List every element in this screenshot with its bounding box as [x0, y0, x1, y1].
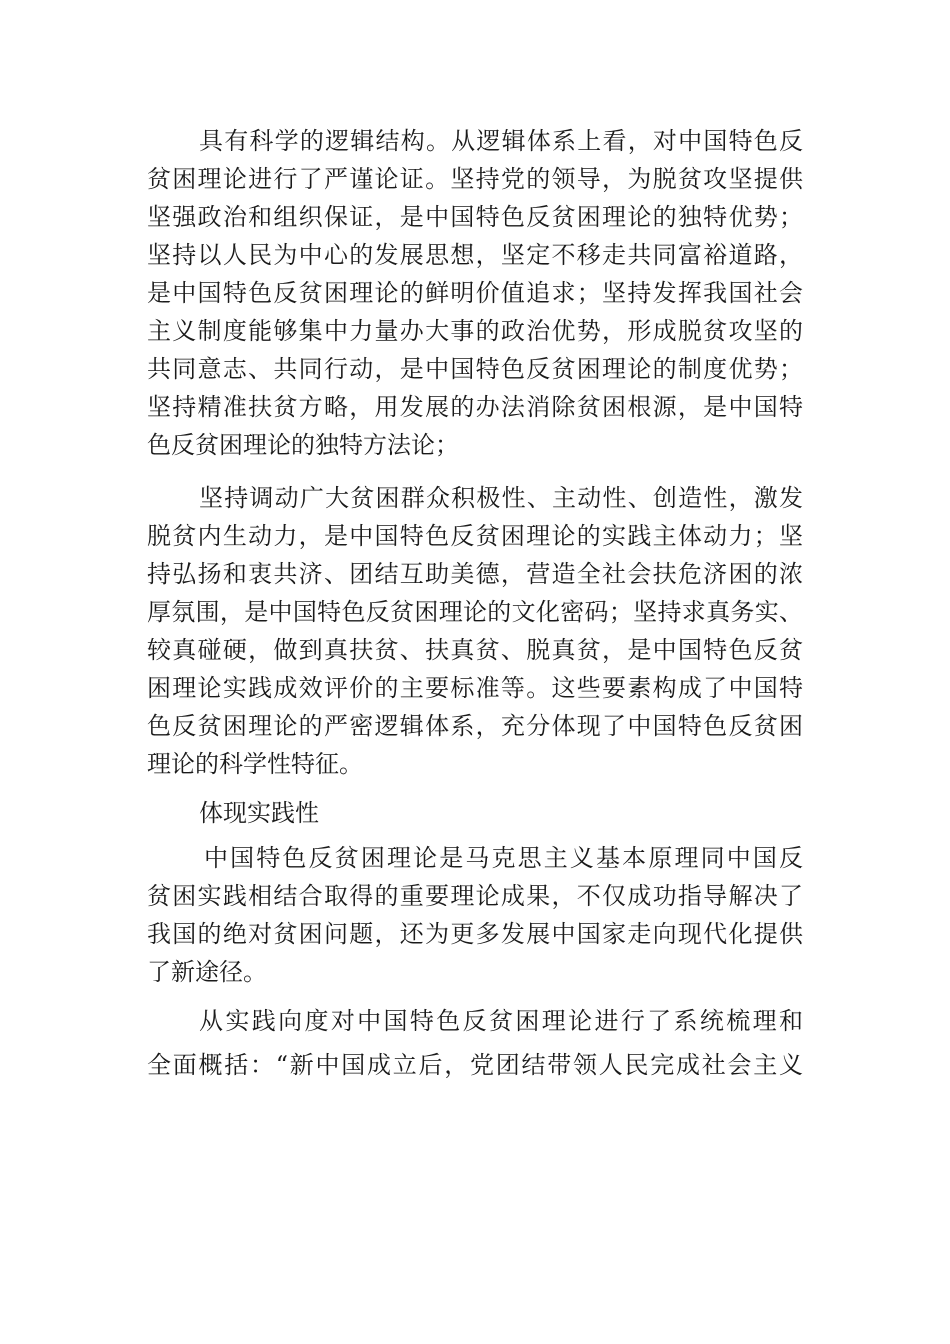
text-line: 坚持调动广大贫困群众积极性、主动性、创造性，激发	[199, 484, 803, 512]
text-line: 从实践向度对中国特色反贫困理论进行了系统梳理和	[199, 1007, 803, 1035]
text-line: 中国特色反贫困理论是马克思主义基本原理同中国反	[204, 844, 803, 872]
text-line: 主义制度能够集中力量办大事的政治优势，形成脱贫攻坚的	[147, 317, 803, 345]
text-line: 理论的科学性特征。	[147, 750, 363, 778]
text-line: 共同意志、共同行动，是中国特色反贫困理论的制度优势；	[147, 355, 803, 383]
text-line: 厚氛围，是中国特色反贫困理论的文化密码；坚持求真务实、	[147, 598, 803, 626]
text-line: 了新途径。	[147, 958, 267, 986]
text-line: 贫困实践相结合取得的重要理论成果，不仅成功指导解决了	[147, 882, 803, 910]
text-line: 持弘扬和衷共济、团结互助美德，营造全社会扶危济困的浓	[147, 560, 803, 588]
text-line: 脱贫内生动力，是中国特色反贫困理论的实践主体动力；坚	[147, 522, 803, 550]
text-line: 较真碰硬，做到真扶贫、扶真贫、脱真贫，是中国特色反贫	[147, 636, 803, 664]
text-line: 具有科学的逻辑结构。从逻辑体系上看，对中国特色反	[199, 127, 803, 155]
text-line: 困理论实践成效评价的主要标准等。这些要素构成了中国特	[147, 674, 803, 702]
text-line: 色反贫困理论的严密逻辑体系，充分体现了中国特色反贫困	[147, 712, 803, 740]
text-line: 色反贫困理论的独特方法论；	[147, 431, 459, 459]
text-line: 全面概括：“新中国成立后，党团结带领人民完成社会主义	[147, 1051, 803, 1079]
text-line: 坚强政治和组织保证，是中国特色反贫困理论的独特优势；	[147, 203, 803, 231]
text-line: 我国的绝对贫困问题，还为更多发展中国家走向现代化提供	[147, 920, 803, 948]
text-line: 贫困理论进行了严谨论证。坚持党的领导，为脱贫攻坚提供	[147, 165, 803, 193]
section-heading: 体现实践性	[199, 799, 319, 827]
text-line: 是中国特色反贫困理论的鲜明价值追求；坚持发挥我国社会	[147, 279, 803, 307]
text-line: 坚持以人民为中心的发展思想，坚定不移走共同富裕道路，	[147, 241, 803, 269]
text-line: 坚持精准扶贫方略，用发展的办法消除贫困根源，是中国特	[147, 393, 803, 421]
